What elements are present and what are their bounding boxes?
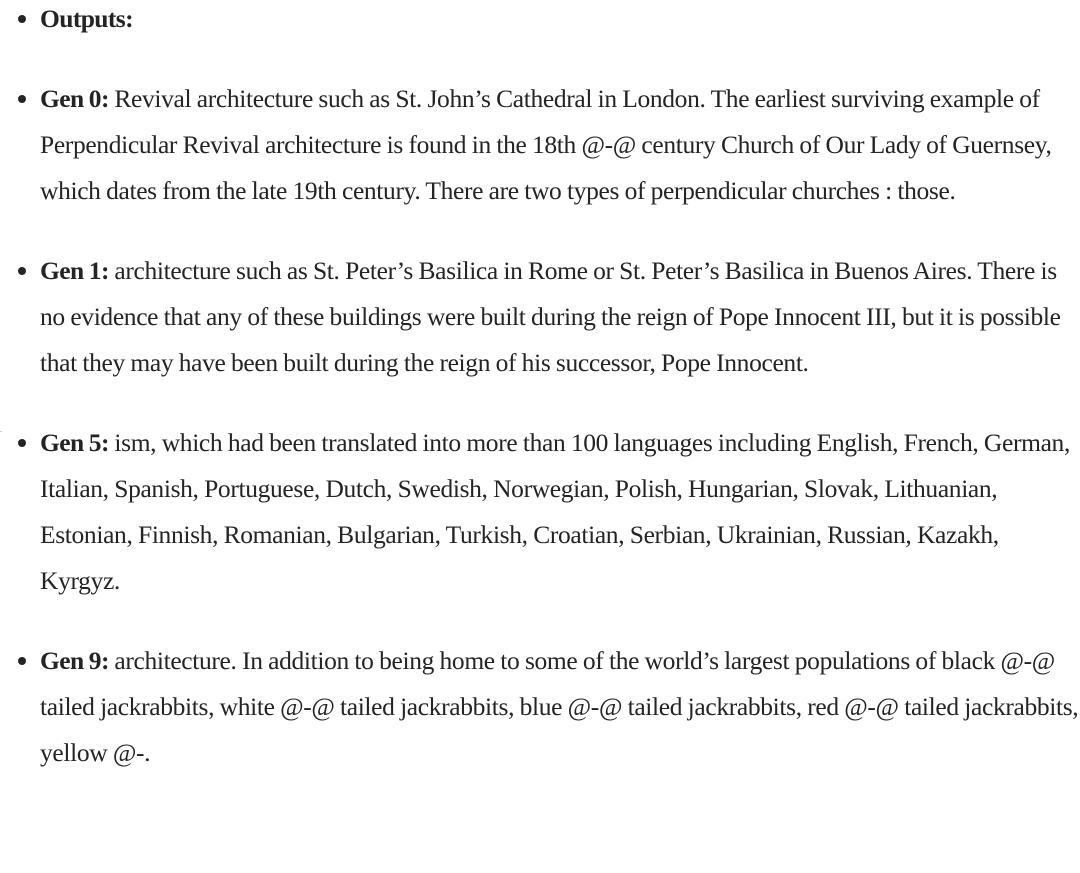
gen-9-label: Gen 9: — [40, 646, 109, 675]
gen-0-text: Revival architecture such as St. John’s Cathedral in London. The earliest surviving example of Perpendicular Revival architecture is found in the 18th @-@ century Church of Our Lady of Guernsey, which dates from the late 19th century. There are two types of perpendicular churches : those. — [40, 84, 1052, 205]
list-item-outputs — [0, 0, 1080, 42]
gen-5-label: Gen 5: — [40, 428, 109, 457]
bullet-icon — [18, 439, 26, 447]
list-item-gen-5 — [0, 420, 1080, 604]
list-item-gen-0 — [0, 76, 1080, 214]
outputs-heading: Outputs: — [40, 4, 133, 33]
gen-9-text: architecture. In addition to being home to some of the world’s largest populations of black @-@ tailed jackrabbits, white @-@ tailed jackrabbits, blue @-@ tailed jackrabbits, red @-@ tailed jackrabbits, yellow @-. — [40, 646, 1079, 767]
list-item-gen-1 — [0, 248, 1080, 386]
gen-0-label: Gen 0: — [40, 84, 109, 113]
bullet-icon — [18, 267, 26, 275]
gen-1-label: Gen 1: — [40, 256, 109, 285]
gen-1-text: architecture such as St. Peter’s Basilica in Rome or St. Peter’s Basilica in Buenos Aires. There is no evidence that any of these buildings were built during the reign of Pope Innocent III, but it is possible that they may have been built during the reign of his successor, Pope Innocent. — [40, 256, 1061, 377]
bullet-icon — [18, 95, 26, 103]
gen-5-text: ism, which had been translated into more than 100 languages including English, French, German, Italian, Spanish, Portuguese, Dutch, Swedish, Norwegian, Polish, Hungarian, Slovak, Lithuanian, Estonian, Finnish, Romanian, Bulgarian, Turkish, Croatian, Serbian, Ukrainian, Russian, Kazakh, Kyrgyz. — [40, 428, 1070, 595]
bullet-icon — [18, 15, 26, 23]
edge-marker — [0, 431, 2, 432]
list-item-gen-9 — [0, 638, 1080, 776]
bullet-icon — [18, 657, 26, 665]
